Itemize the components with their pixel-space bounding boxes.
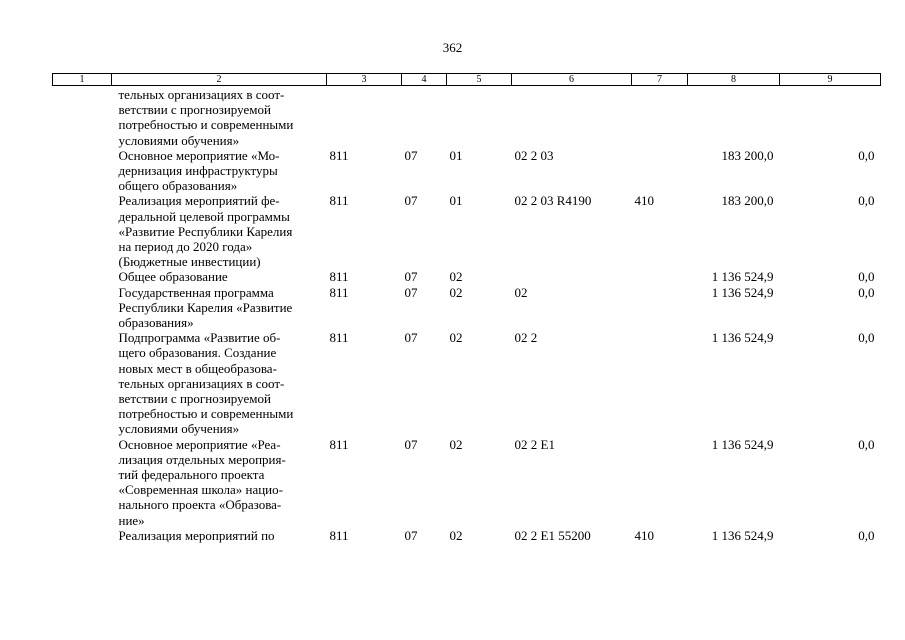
row-col-8: 183 200,0 — [721, 147, 774, 163]
row-col-7 — [632, 148, 688, 194]
row-col-1 — [53, 86, 112, 148]
row-col-5: 01 — [449, 147, 463, 163]
row-col-6: 02 2 — [514, 330, 538, 346]
row-col-4: 07 — [404, 284, 418, 300]
row-col-8 — [688, 86, 780, 148]
column-number-header-row — [53, 74, 881, 86]
row-col-7 — [632, 269, 688, 284]
row-col-3: 811 — [329, 330, 349, 346]
row-name: Реализация мероприятий фе- деральной целевой программы «Развитие Республики Карелия на период до 2020 года» (Бюджетные инвестиции) — [118, 193, 293, 270]
row-col-8: 1 136 524,9 — [711, 330, 774, 346]
row-col-8: 1 136 524,9 — [711, 436, 774, 452]
column-header-6: 6 — [512, 74, 632, 86]
row-col-3: 811 — [329, 147, 349, 163]
row-col-1 — [53, 437, 112, 528]
row-col-4: 07 — [404, 527, 418, 543]
table-row — [53, 269, 881, 284]
row-col-8: 183 200,0 — [721, 193, 774, 209]
column-header-8: 8 — [688, 74, 780, 86]
row-col-9: 0,0 — [858, 284, 875, 300]
row-col-4: 07 — [404, 269, 418, 285]
row-col-3: 811 — [329, 193, 349, 209]
row-col-9: 0,0 — [858, 330, 875, 346]
row-name: Основное мероприятие «Реа- лизация отдельных мероприя- тий федерального проекта «Современная школа» нацио- нального проекта «Образова- ние» — [118, 436, 286, 528]
row-name: тельных организациях в соот- ветствии с прогнозируемой потребностью и современными условиями обучения» — [118, 87, 294, 148]
row-col-1 — [53, 193, 112, 269]
row-col-6: 02 2 E1 — [514, 436, 555, 452]
row-col-1 — [53, 330, 112, 436]
row-name: Основное мероприятие «Мо- дернизация инфраструктуры общего образования» — [118, 147, 280, 194]
table-row — [53, 330, 881, 436]
row-col-3: 811 — [329, 527, 349, 543]
row-col-4: 07 — [404, 436, 418, 452]
row-col-4: 07 — [404, 147, 418, 163]
column-header-5: 5 — [447, 74, 512, 86]
row-col-6: 02 — [514, 284, 528, 300]
row-col-5: 02 — [449, 527, 463, 543]
row-col-6 — [512, 269, 632, 284]
column-header-1: 1 — [53, 74, 112, 86]
row-col-6: 02 2 03 R4190 — [514, 193, 592, 209]
column-header-7: 7 — [632, 74, 688, 86]
table-row — [53, 148, 881, 194]
budget-table — [52, 73, 881, 543]
row-col-3: 811 — [329, 436, 349, 452]
row-name: Реализация мероприятий по — [118, 527, 275, 543]
row-col-1 — [53, 148, 112, 194]
row-col-5: 02 — [449, 436, 463, 452]
row-col-1 — [53, 528, 112, 543]
row-col-9: 0,0 — [858, 436, 875, 452]
row-col-1 — [53, 269, 112, 284]
row-col-9 — [780, 86, 881, 148]
row-col-7 — [632, 437, 688, 528]
row-col-3: 811 — [329, 284, 349, 300]
row-col-3: 811 — [329, 269, 349, 285]
row-col-4: 07 — [404, 330, 418, 346]
table-row — [53, 528, 881, 543]
row-col-4: 07 — [404, 193, 418, 209]
column-header-4: 4 — [402, 74, 447, 86]
row-col-5: 02 — [449, 330, 463, 346]
row-name: Общее образование — [118, 269, 228, 285]
row-col-4 — [402, 86, 447, 148]
row-col-1 — [53, 285, 112, 331]
column-header-9: 9 — [780, 74, 881, 86]
row-col-5: 01 — [449, 193, 463, 209]
page-number: 362 — [442, 40, 463, 55]
row-col-6 — [512, 86, 632, 148]
row-col-9: 0,0 — [858, 147, 875, 163]
table-row — [53, 437, 881, 528]
row-col-6: 02 2 03 — [514, 147, 554, 163]
column-header-2: 2 — [112, 74, 327, 86]
row-col-9: 0,0 — [858, 527, 875, 543]
row-col-7: 410 — [634, 527, 654, 543]
row-col-8: 1 136 524,9 — [711, 284, 774, 300]
row-col-7 — [632, 285, 688, 331]
row-name: Государственная программа Республики Карелия «Развитие образования» — [118, 284, 293, 331]
row-name: Подпрограмма «Развитие об- щего образования. Создание новых мест в общеобразова- тельных организациях в соот- ветствии с прогнозируемой потребностью и современными условиями обучения» — [118, 330, 294, 437]
table-row — [53, 285, 881, 331]
row-col-9: 0,0 — [858, 269, 875, 285]
row-col-5: 02 — [449, 284, 463, 300]
row-col-5: 02 — [449, 269, 463, 285]
row-col-3 — [327, 86, 402, 148]
row-col-7: 410 — [634, 193, 654, 209]
row-col-7 — [632, 330, 688, 436]
row-col-5 — [447, 86, 512, 148]
row-col-8: 1 136 524,9 — [711, 527, 774, 543]
row-col-6: 02 2 E1 55200 — [514, 527, 591, 543]
row-col-8: 1 136 524,9 — [711, 269, 774, 285]
row-col-7 — [632, 86, 688, 148]
table-row — [53, 193, 881, 269]
column-header-3: 3 — [327, 74, 402, 86]
row-col-9: 0,0 — [858, 193, 875, 209]
table-row — [53, 86, 881, 148]
